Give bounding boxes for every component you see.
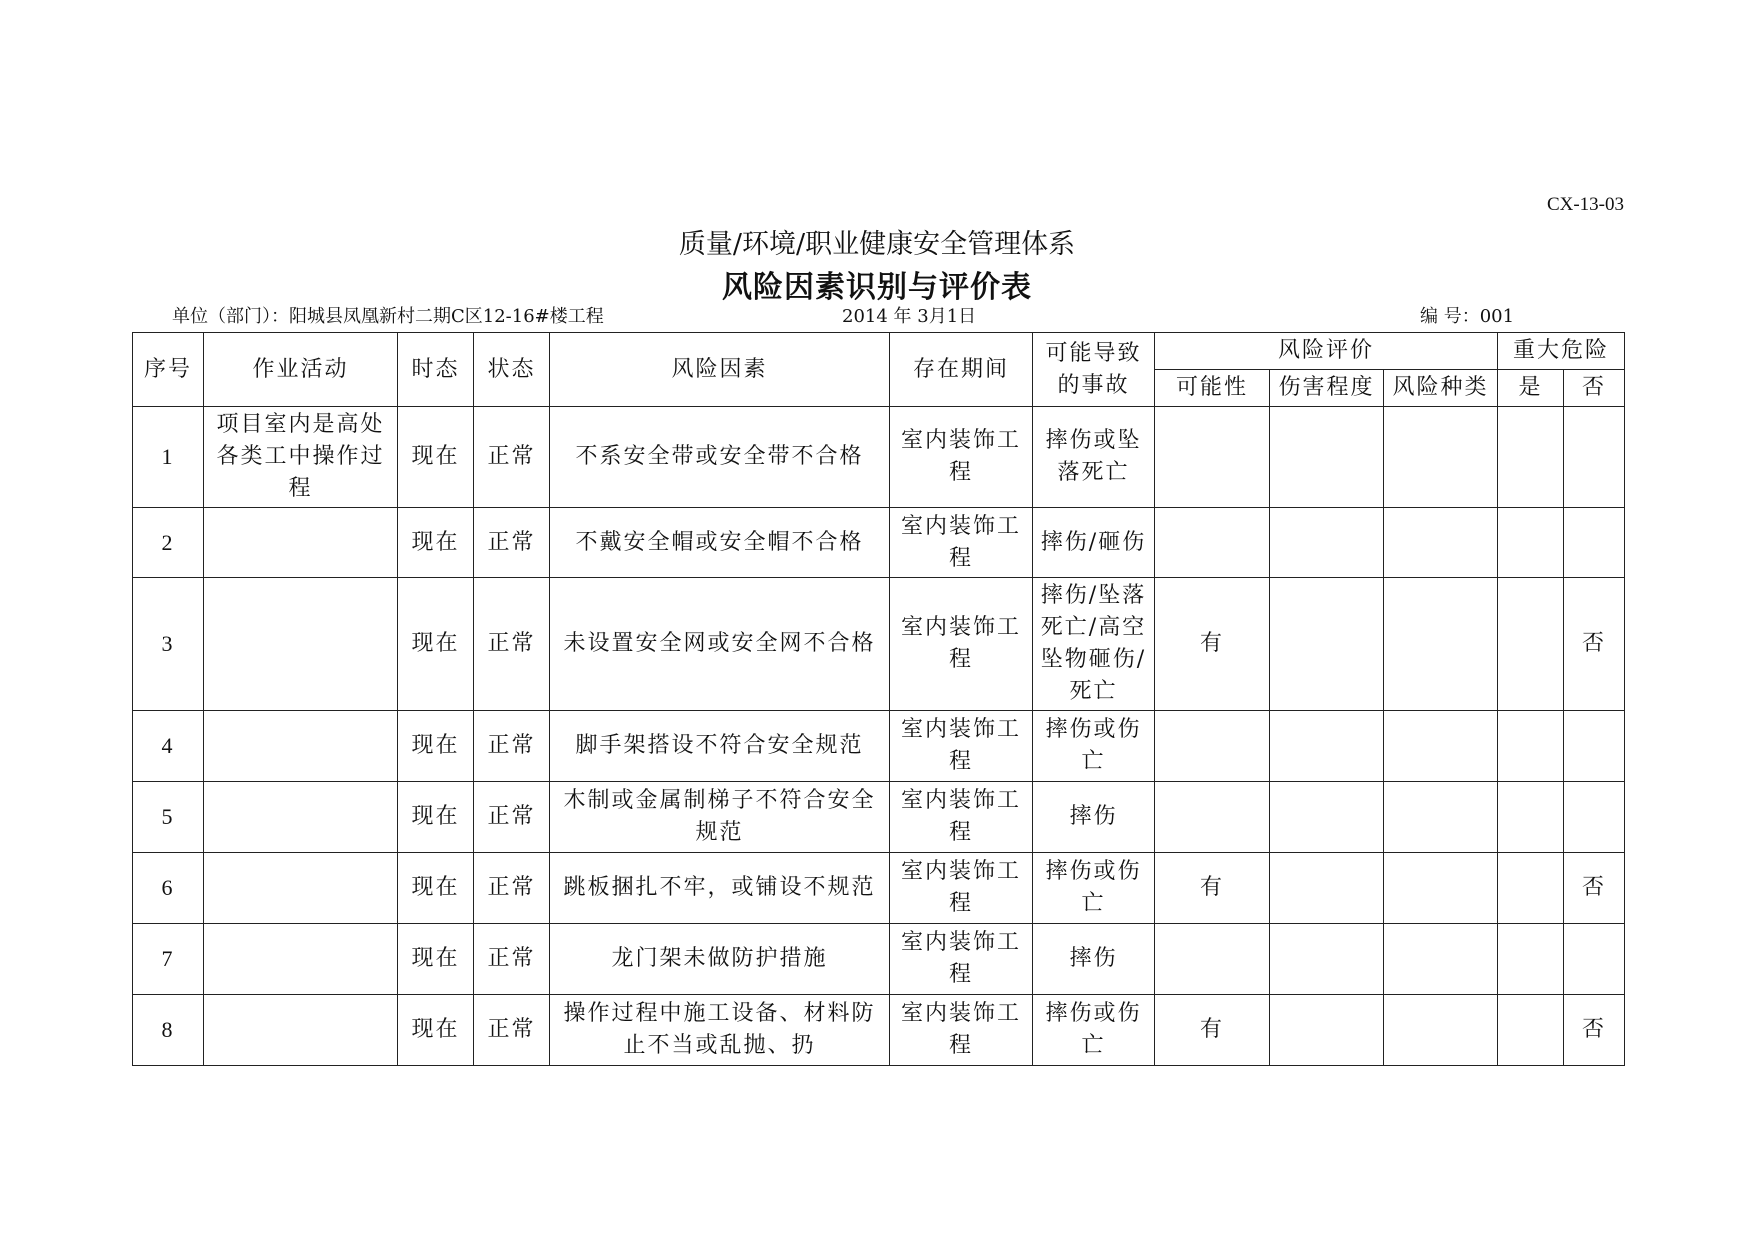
major-yes-cell (1498, 711, 1564, 782)
risk-type-cell (1384, 995, 1498, 1066)
major-no-cell: 否 (1564, 578, 1625, 711)
severity-cell (1270, 924, 1384, 995)
table-row (133, 782, 1625, 853)
table-row (133, 924, 1625, 995)
tense-cell: 现在 (398, 508, 474, 578)
risk-factor-cell: 不戴安全帽或安全帽不合格 (550, 508, 890, 578)
tense-cell: 现在 (398, 853, 474, 924)
seq-cell: 7 (133, 924, 204, 995)
accident-cell: 摔伤/坠落死亡/高空坠物砸伤/死亡 (1033, 578, 1155, 711)
severity-cell (1270, 508, 1384, 578)
severity-cell (1270, 782, 1384, 853)
major-yes-cell (1498, 407, 1564, 508)
header-likelihood: 可能性 (1155, 370, 1270, 407)
major-yes-cell (1498, 578, 1564, 711)
accident-cell: 摔伤或伤亡 (1033, 711, 1155, 782)
major-yes-cell (1498, 508, 1564, 578)
table-row (133, 711, 1625, 782)
header-yes: 是 (1498, 370, 1564, 407)
state-cell: 正常 (474, 711, 550, 782)
major-no-cell (1564, 782, 1625, 853)
state-cell: 正常 (474, 578, 550, 711)
severity-cell (1270, 995, 1384, 1066)
seq-cell: 8 (133, 995, 204, 1066)
seq-cell: 1 (133, 407, 204, 508)
risk-type-cell (1384, 407, 1498, 508)
document-code: CX-13-03 (1546, 194, 1624, 215)
activity-cell (204, 711, 398, 782)
major-no-cell (1564, 407, 1625, 508)
risk-assessment-table (132, 332, 1625, 1066)
severity-cell (1270, 853, 1384, 924)
tense-cell: 现在 (398, 711, 474, 782)
activity-cell (204, 578, 398, 711)
seq-cell: 3 (133, 578, 204, 711)
severity-cell (1270, 578, 1384, 711)
likelihood-cell: 有 (1155, 995, 1270, 1066)
period-cell: 室内装饰工程 (890, 782, 1033, 853)
header-possible-accident: 可能导致的事故 (1033, 333, 1155, 407)
likelihood-cell: 有 (1155, 853, 1270, 924)
header-period: 存在期间 (890, 333, 1033, 407)
risk-type-cell (1384, 782, 1498, 853)
table-row (133, 578, 1625, 711)
form-date: 2014 年 3月1日 (842, 306, 977, 327)
header-risk-factor: 风险因素 (550, 333, 890, 407)
major-yes-cell (1498, 853, 1564, 924)
likelihood-cell (1155, 407, 1270, 508)
risk-factor-cell: 木制或金属制梯子不符合安全规范 (550, 782, 890, 853)
tense-cell: 现在 (398, 578, 474, 711)
header-seq: 序号 (133, 333, 204, 407)
severity-cell (1270, 407, 1384, 508)
activity-cell (204, 508, 398, 578)
state-cell: 正常 (474, 782, 550, 853)
major-no-cell: 否 (1564, 853, 1625, 924)
seq-cell: 4 (133, 711, 204, 782)
major-yes-cell (1498, 782, 1564, 853)
risk-factor-cell: 跳板捆扎不牢，或铺设不规范 (550, 853, 890, 924)
unit-department: 单位（部门）：阳城县凤凰新村二期C区12-16#楼工程 (172, 306, 604, 327)
table-row (133, 995, 1625, 1066)
major-no-cell (1564, 924, 1625, 995)
header-risk-type: 风险种类 (1384, 370, 1498, 407)
activity-cell (204, 924, 398, 995)
risk-factor-cell: 操作过程中施工设备、材料防止不当或乱抛、扔 (550, 995, 890, 1066)
header-activity: 作业活动 (204, 333, 398, 407)
likelihood-cell (1155, 711, 1270, 782)
tense-cell: 现在 (398, 407, 474, 508)
period-cell: 室内装饰工程 (890, 853, 1033, 924)
risk-factor-cell: 不系安全带或安全带不合格 (550, 407, 890, 508)
table-row (133, 508, 1625, 578)
major-no-cell (1564, 508, 1625, 578)
tense-cell: 现在 (398, 782, 474, 853)
risk-factor-cell: 龙门架未做防护措施 (550, 924, 890, 995)
system-subtitle: 质量/环境/职业健康安全管理体系 (678, 229, 1076, 260)
period-cell: 室内装饰工程 (890, 578, 1033, 711)
period-cell: 室内装饰工程 (890, 924, 1033, 995)
likelihood-cell (1155, 782, 1270, 853)
period-cell: 室内装饰工程 (890, 407, 1033, 508)
tense-cell: 现在 (398, 995, 474, 1066)
header-severity: 伤害程度 (1270, 370, 1384, 407)
period-cell: 室内装饰工程 (890, 995, 1033, 1066)
accident-cell: 摔伤或坠落死亡 (1033, 407, 1155, 508)
tense-cell: 现在 (398, 924, 474, 995)
major-yes-cell (1498, 924, 1564, 995)
accident-cell: 摔伤 (1033, 782, 1155, 853)
activity-cell (204, 995, 398, 1066)
state-cell: 正常 (474, 853, 550, 924)
likelihood-cell (1155, 508, 1270, 578)
header-no: 否 (1564, 370, 1625, 407)
likelihood-cell: 有 (1155, 578, 1270, 711)
state-cell: 正常 (474, 508, 550, 578)
activity-cell: 项目室内是高处各类工中操作过程 (204, 407, 398, 508)
severity-cell (1270, 711, 1384, 782)
period-cell: 室内装饰工程 (890, 711, 1033, 782)
activity-cell (204, 853, 398, 924)
accident-cell: 摔伤/砸伤 (1033, 508, 1155, 578)
risk-factor-cell: 未设置安全网或安全网不合格 (550, 578, 890, 711)
major-no-cell (1564, 711, 1625, 782)
major-yes-cell (1498, 995, 1564, 1066)
state-cell: 正常 (474, 995, 550, 1066)
accident-cell: 摔伤 (1033, 924, 1155, 995)
risk-type-cell (1384, 578, 1498, 711)
header-major-hazard: 重大危险 (1498, 333, 1625, 370)
table-row (133, 407, 1625, 508)
seq-cell: 5 (133, 782, 204, 853)
risk-type-cell (1384, 508, 1498, 578)
serial-number: 编 号：001 (1420, 306, 1515, 327)
risk-type-cell (1384, 853, 1498, 924)
header-state: 状态 (474, 333, 550, 407)
risk-type-cell (1384, 711, 1498, 782)
header-tense: 时态 (398, 333, 474, 407)
accident-cell: 摔伤或伤亡 (1033, 853, 1155, 924)
likelihood-cell (1155, 924, 1270, 995)
seq-cell: 2 (133, 508, 204, 578)
risk-type-cell (1384, 924, 1498, 995)
period-cell: 室内装饰工程 (890, 508, 1033, 578)
table-row (133, 853, 1625, 924)
state-cell: 正常 (474, 924, 550, 995)
seq-cell: 6 (133, 853, 204, 924)
form-title: 风险因素识别与评价表 (722, 270, 1032, 305)
activity-cell (204, 782, 398, 853)
risk-factor-cell: 脚手架搭设不符合安全规范 (550, 711, 890, 782)
header-risk-evaluation: 风险评价 (1155, 333, 1498, 370)
accident-cell: 摔伤或伤亡 (1033, 995, 1155, 1066)
state-cell: 正常 (474, 407, 550, 508)
major-no-cell: 否 (1564, 995, 1625, 1066)
